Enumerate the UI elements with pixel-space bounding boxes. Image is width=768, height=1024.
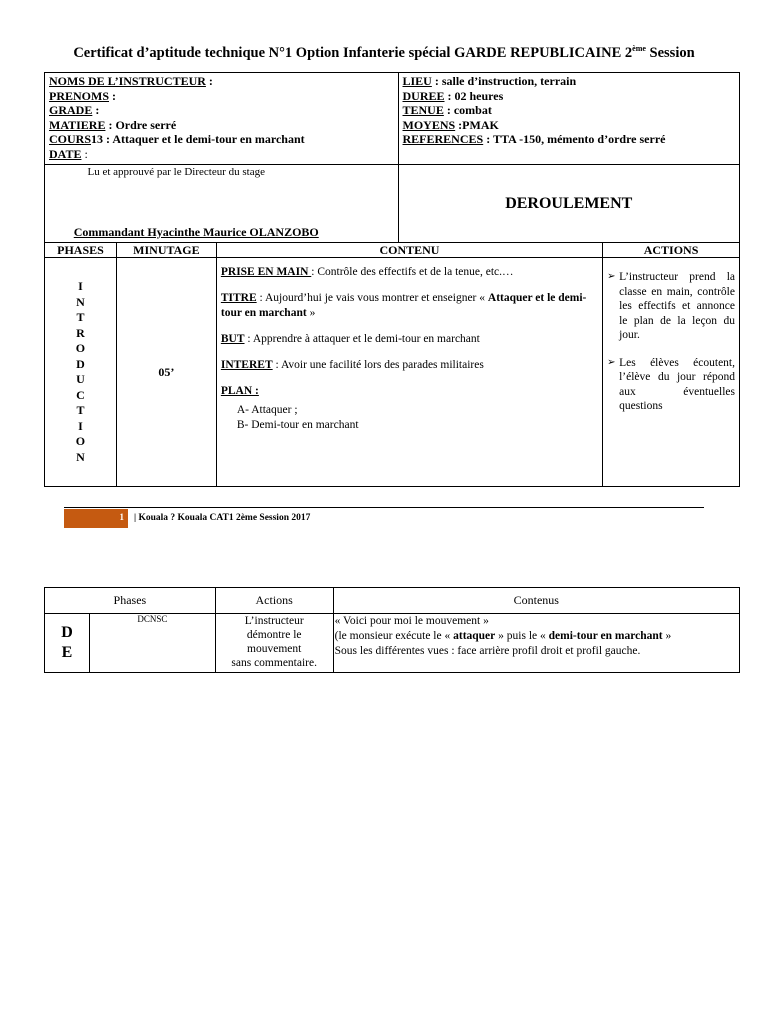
header-phases-2: Phases [45,588,216,614]
info-row-tenue: TENUE : combat [402,103,492,117]
phase-introduction [45,258,117,487]
phase-letter: O [75,341,86,355]
action-item: ➢ L’instructeur prend la classe en main, contrôle les effectifs et annonce le plan de la leçon du jour. [607,271,735,341]
info-row-grade: GRADE : [49,103,100,117]
dcnsc-label: DCNSC [89,614,215,673]
header-contenu: CONTENU [216,243,602,258]
prise-en-main: PRISE EN MAIN : Contrôle des effectifs et de la tenue, etc.… [220,266,514,278]
deroulement-heading: DEROULEMENT [398,165,740,243]
phase-letter: T [76,403,85,417]
header-minutage: MINUTAGE [116,243,216,258]
info-row-date: DATE : [49,146,88,161]
arrow-bullet-icon: ➢ [607,271,616,282]
info-row-lieu: LIEU : salle d’instruction, terrain [402,74,577,88]
info-right [398,73,740,165]
contenu-cell [216,258,602,487]
titre: TITRE : Aujourd’hui je vais vous montrer et enseigner « Attaquer et le demi-tour en marchant » [220,292,587,319]
header-actions-2: Actions [215,588,333,614]
phase-letter: N [76,449,85,464]
minutage-value: 05’ [116,258,216,487]
document-title: Certificat d’aptitude technique N°1 Option Infanterie spécial GARDE REPUBLICAINE 2ème Session [73,44,695,61]
footer-page-number: 1 [119,512,124,522]
info-row-duree: DUREE : 02 heures [402,88,504,103]
info-row-matiere: MATIERE : Ordre serré [49,117,177,132]
contenus-cell-2: « Voici pour moi le mouvement » (le monsieur exécute le « attaquer » puis le « demi-tour en marchant » Sous les différentes vues : face arrière profil droit et profil gauche. [333,614,739,673]
phase-letter: C [76,387,85,402]
plan-label: PLAN : [220,385,259,397]
action-item: ➢ Les élèves écoutent, l’élève du jour répond aux éventuelles questions [607,356,735,412]
plan-item-a: A- Attaquer ; [236,404,298,416]
phase-letter: R [76,325,85,340]
actions-cell-2: L’instructeur démontre le mouvement sans commentaire. [215,614,333,673]
lesson-plan-table [44,72,740,487]
header-actions: ACTIONS [603,243,740,258]
phase-letter: D [76,356,85,371]
approval-text: Lu et approuvé par le Directeur du stage [87,166,265,178]
info-row-prenoms: PRENOMS : [49,88,116,103]
info-row-references: REFERENCES : TTA -150, mémento d’ordre serré [402,132,666,146]
phase-letter: N [76,294,85,309]
phase-letter: O [75,434,86,448]
info-row-instructeur: NOMS DE L’INSTRUCTEUR : [49,74,213,88]
footer-text: | Kouala ? Kouala CAT1 2ème Session 2017 [134,513,311,523]
actions-cell [603,258,740,487]
approval-cell [45,165,399,243]
deroulement-table [44,587,740,673]
phase-letter: T [76,310,85,324]
but: BUT : Apprendre à attaquer et le demi-tour en marchant [220,333,480,345]
info-row-moyens: MOYENS :PMAK [402,117,499,132]
info-left [45,73,399,165]
phase-letter: I [78,418,83,433]
header-contenus-2: Contenus [333,588,739,614]
plan-item-b: B- Demi-tour en marchant [236,419,359,431]
arrow-bullet-icon: ➢ [607,356,616,368]
footer-rule [64,507,704,508]
phase-developpement: D E [45,614,90,673]
approval-signatory: Commandant Hyacinthe Maurice OLANZOBO [73,225,319,239]
header-phases: PHASES [45,243,117,258]
phase-letter: I [78,279,83,293]
phase-letter: U [76,372,85,386]
info-row-cours: COURS13 : Attaquer et le demi-tour en marchant [49,132,305,146]
interet: INTERET : Avoir une facilité lors des parades militaires [220,359,484,371]
